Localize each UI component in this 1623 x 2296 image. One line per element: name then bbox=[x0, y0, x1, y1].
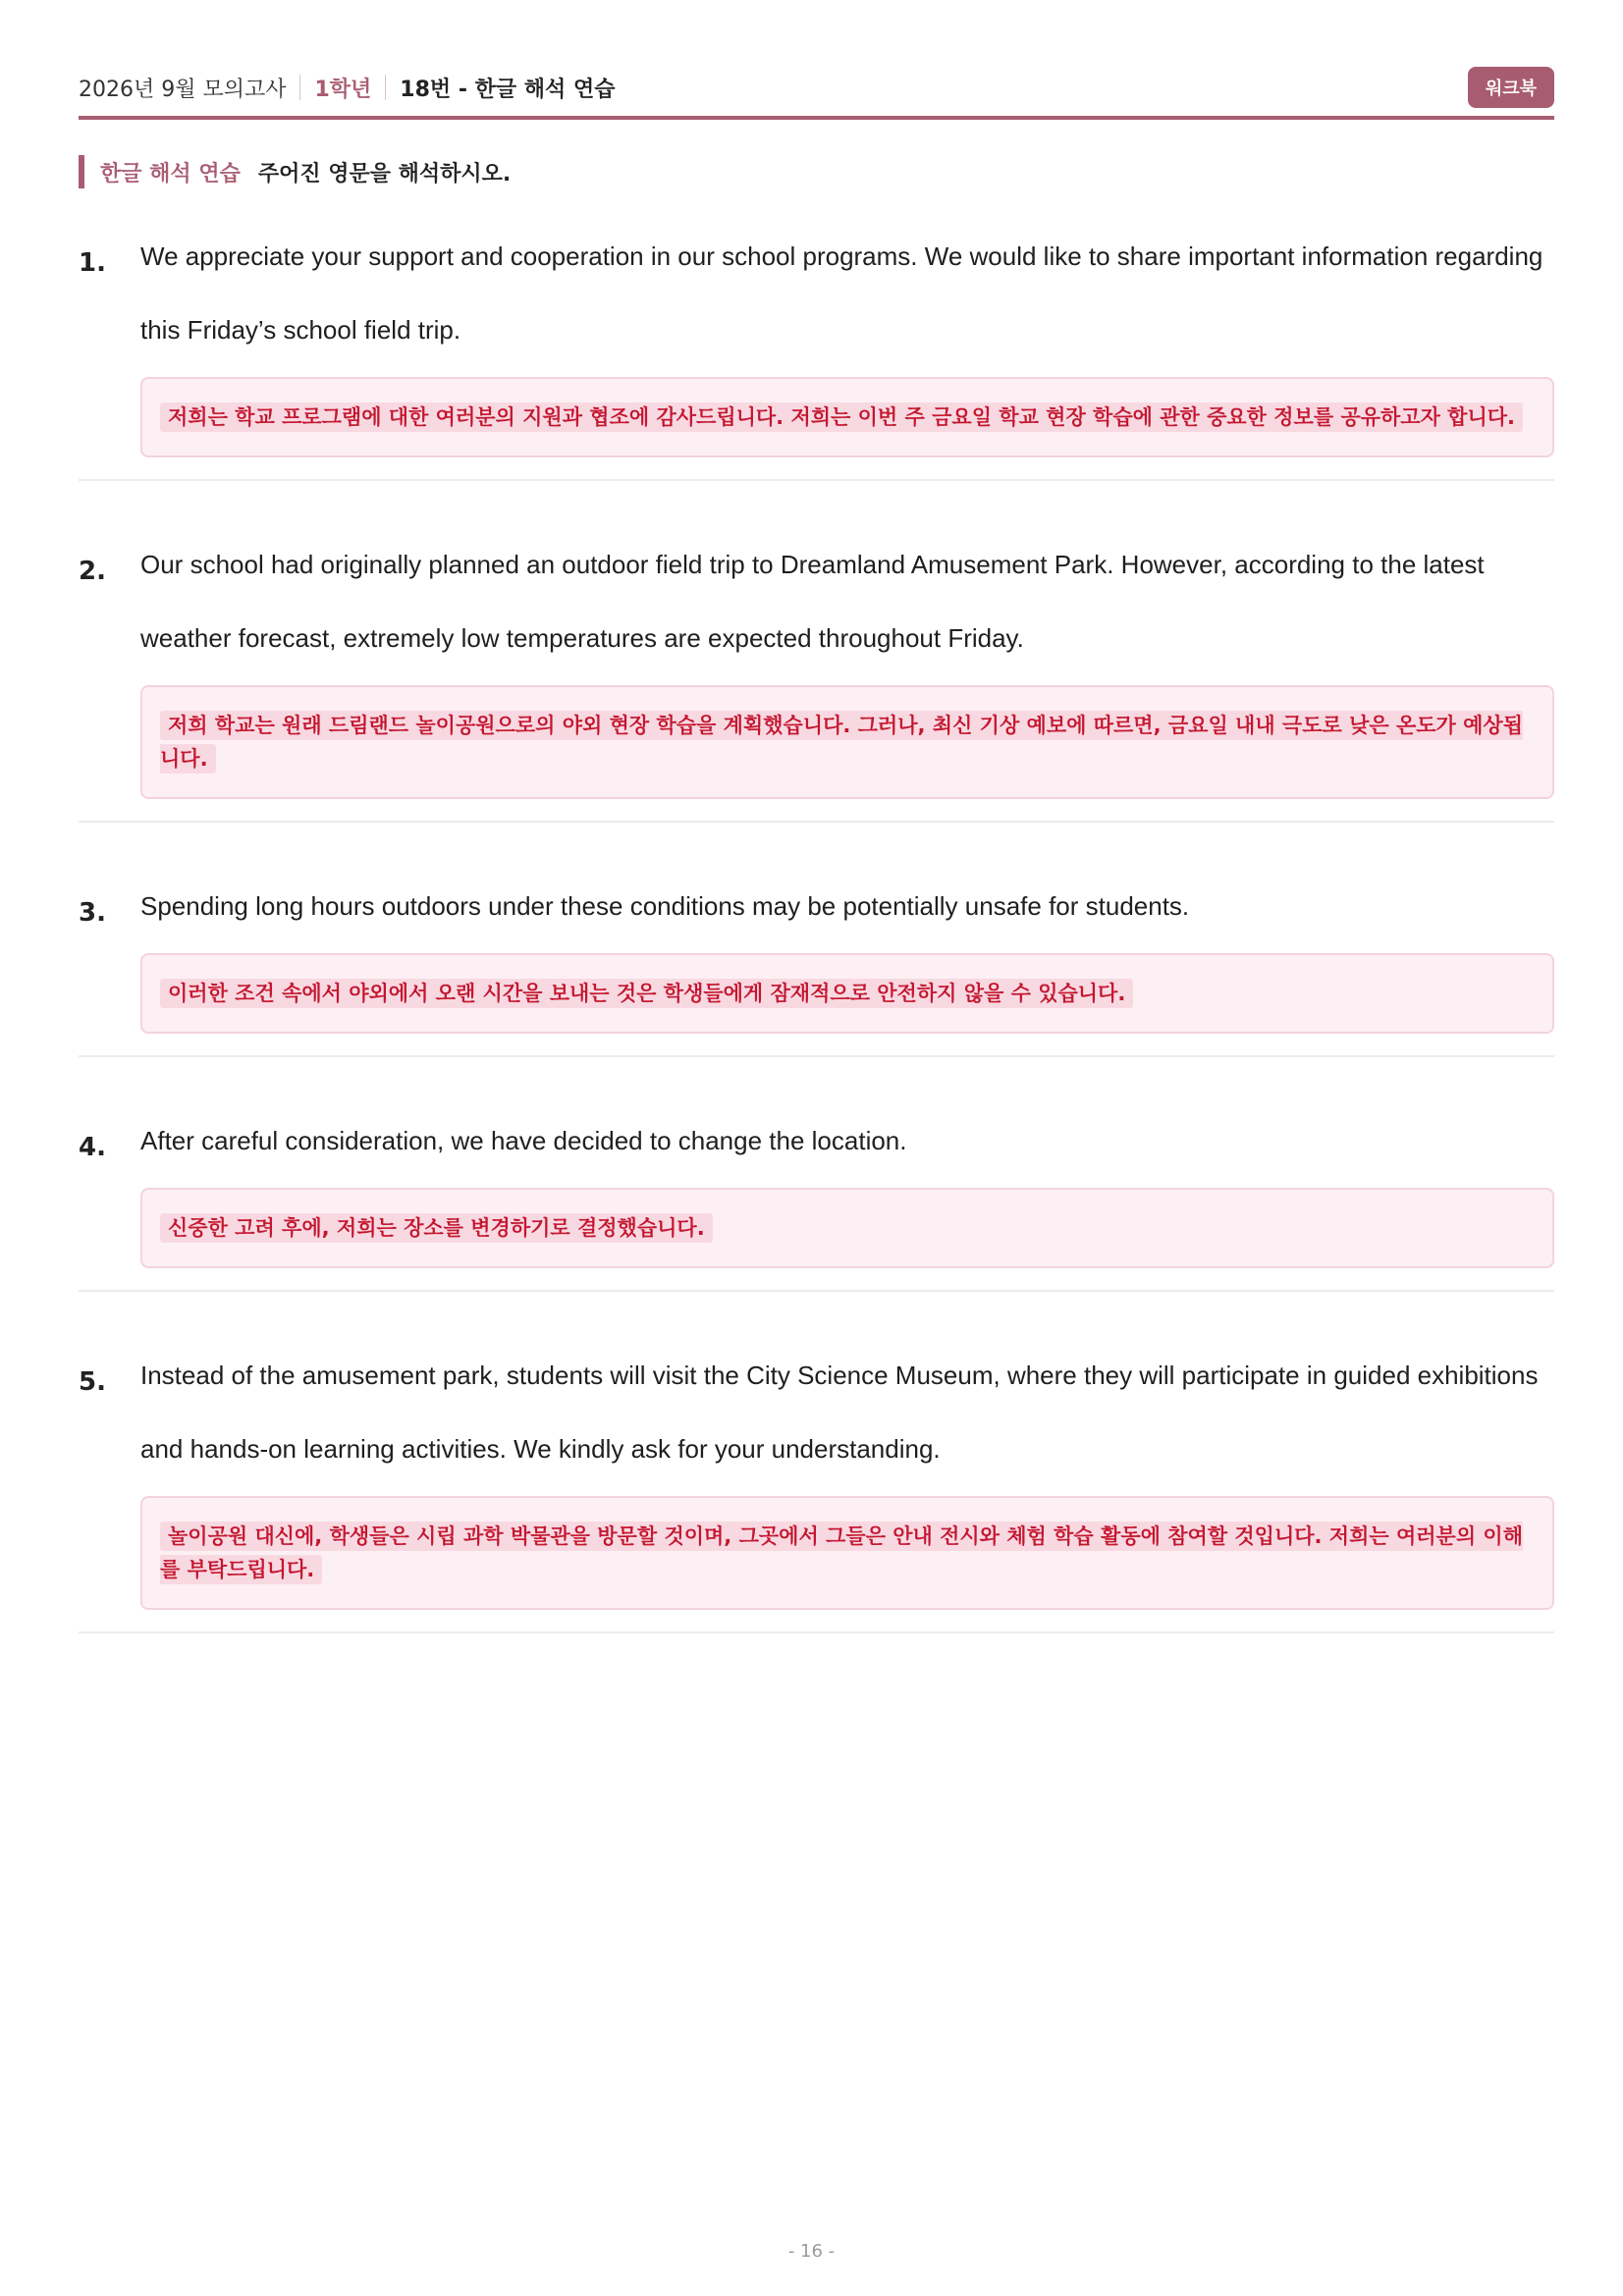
page-header bbox=[79, 59, 1554, 120]
item-row bbox=[79, 240, 1554, 457]
workbook-badge: 워크북 bbox=[1468, 67, 1554, 108]
list-item bbox=[79, 218, 1554, 481]
list-item bbox=[79, 526, 1554, 823]
item-number: 1. bbox=[79, 248, 106, 278]
header-divider bbox=[385, 75, 386, 100]
translation-box bbox=[140, 953, 1554, 1034]
page-number: - 16 - bbox=[787, 2241, 836, 2262]
korean-translation: 저희 학교는 원래 드림랜드 놀이공원으로의 야외 현장 학습을 계획했습니다. 그러나, 최신 기상 예보에 따르면, 금요일 내내 극도로 낮은 온도가 예상됩니다. bbox=[160, 711, 1523, 774]
item-row bbox=[79, 1359, 1554, 1610]
list-item bbox=[79, 1102, 1554, 1292]
item-row bbox=[79, 889, 1554, 1034]
item-number: 4. bbox=[79, 1133, 106, 1162]
item-number: 3. bbox=[79, 898, 106, 928]
header-divider bbox=[299, 75, 300, 100]
section-header bbox=[79, 155, 1554, 188]
list-item bbox=[79, 868, 1554, 1057]
translation-box bbox=[140, 685, 1554, 799]
item-list bbox=[79, 218, 1554, 1633]
section-instruction: 주어진 영문을 해석하시오. bbox=[257, 161, 512, 187]
translation-box bbox=[140, 377, 1554, 457]
korean-translation: 저희는 학교 프로그램에 대한 여러분의 지원과 협조에 감사드립니다. 저희는 이번 주 금요일 학교 현장 학습에 관한 중요한 정보를 공유하고자 합니다. bbox=[160, 402, 1523, 432]
item-row bbox=[79, 548, 1554, 799]
section-label: 한글 해석 연습 bbox=[100, 161, 241, 187]
translation-box bbox=[140, 1496, 1554, 1610]
item-number: 2. bbox=[79, 557, 106, 586]
english-sentence: After careful consideration, we have decided to change the location. bbox=[140, 1126, 907, 1155]
english-sentence: Instead of the amusement park, students will visit the City Science Museum, where they will participate in guided exhibitions and hands-on learning activities. We kindly ask for your understanding. bbox=[140, 1361, 1539, 1464]
lesson-title: 18번 - 한글 해석 연습 bbox=[400, 77, 616, 102]
header-breadcrumb bbox=[79, 73, 615, 103]
worksheet-page bbox=[79, 59, 1554, 1633]
item-body bbox=[140, 548, 1554, 799]
translation-box bbox=[140, 1188, 1554, 1268]
grade-label: 1학년 bbox=[314, 77, 372, 102]
exam-title: 2026년 9월 모의고사 bbox=[79, 77, 287, 102]
item-body bbox=[140, 889, 1554, 1034]
item-body bbox=[140, 240, 1554, 457]
korean-translation: 신중한 고려 후에, 저희는 장소를 변경하기로 결정했습니다. bbox=[160, 1213, 713, 1243]
korean-translation: 이러한 조건 속에서 야외에서 오랜 시간을 보내는 것은 학생들에게 잠재적으로 안전하지 않을 수 있습니다. bbox=[160, 979, 1133, 1008]
english-sentence: Our school had originally planned an outdoor field trip to Dreamland Amusement Park. However, according to the latest weather forecast, extremely low temperatures are expected throughout Friday. bbox=[140, 550, 1485, 653]
list-item bbox=[79, 1337, 1554, 1633]
item-body bbox=[140, 1359, 1554, 1610]
english-sentence: We appreciate your support and cooperation in our school programs. We would like to share important information regarding this Friday’s school field trip. bbox=[140, 241, 1543, 345]
item-number: 5. bbox=[79, 1367, 106, 1397]
item-body bbox=[140, 1124, 1554, 1268]
korean-translation: 놀이공원 대신에, 학생들은 시립 과학 박물관을 방문할 것이며, 그곳에서 그들은 안내 전시와 체험 학습 활동에 참여할 것입니다. 저희는 여러분의 이해를 부탁드립니다. bbox=[160, 1522, 1523, 1584]
item-row bbox=[79, 1124, 1554, 1268]
english-sentence: Spending long hours outdoors under these conditions may be potentially unsafe for students. bbox=[140, 891, 1190, 921]
